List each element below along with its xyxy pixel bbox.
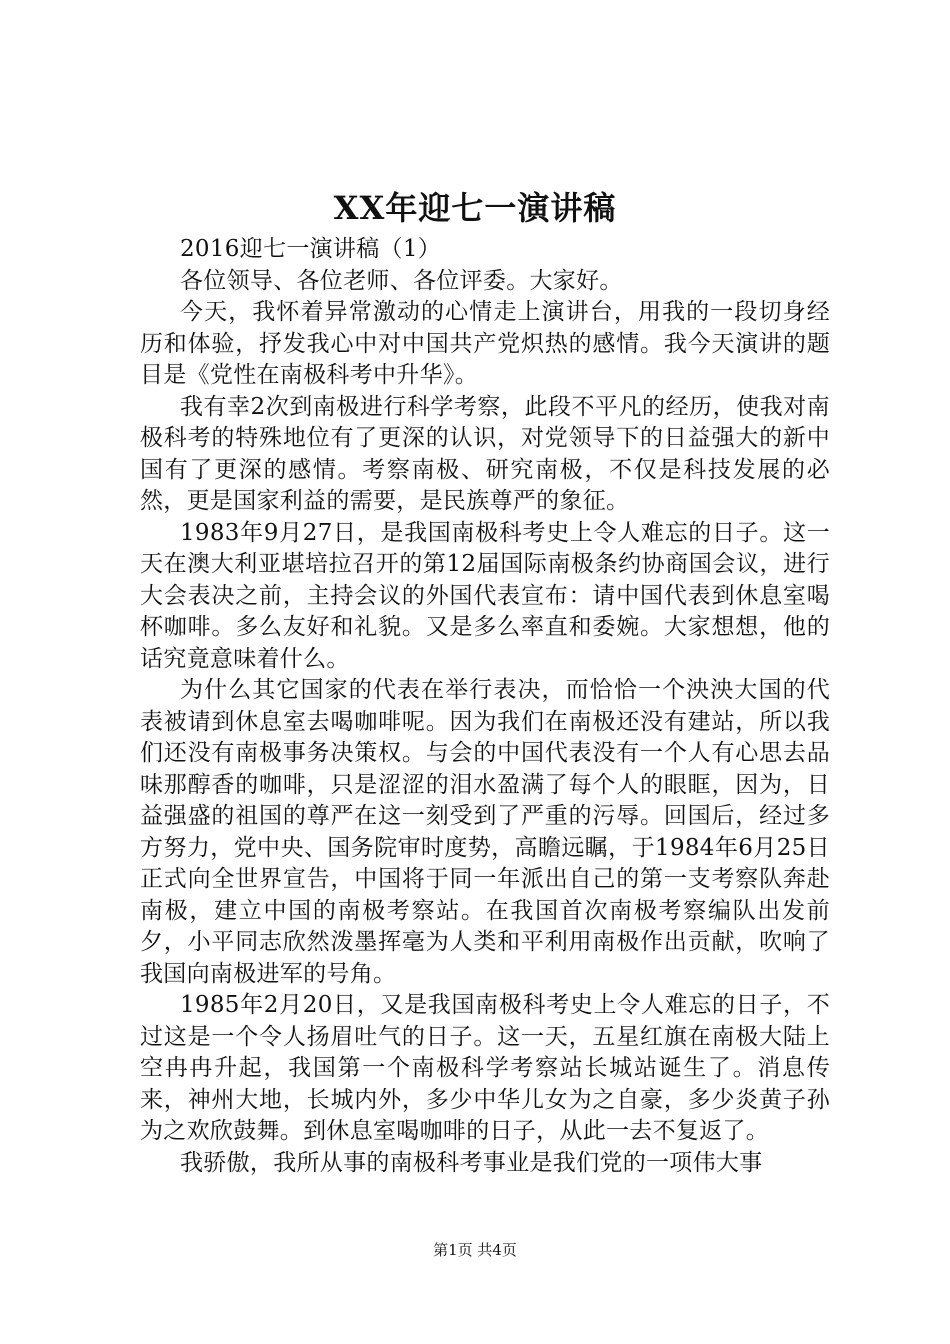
paragraph: 我有幸2次到南极进行科学考察，此段不平凡的经历，使我对南极科考的特殊地位有了更深的认识，对党领导下的日益强大的新中国有了更深的感情。考察南极、研究南极，不仅是科技发展的必然，更是国家利益的需要，是民族尊严的象征。 — [140, 393, 830, 514]
paragraph: 1985年2月20日，又是我国南极科考史上令人难忘的日子，不过这是一个令人扬眉吐气的日子。这一天，五星红旗在南极大陆上空冉冉升起，我国第一个南极科学考察站长城站诞生了。消息传来，神州大地，长城内外，多少中华儿女为之自豪，多少炎黄子孙为之欢欣鼓舞。到休息室喝咖啡的日子，从此一去不复返了。 — [140, 992, 830, 1144]
document-title: XX年迎七一演讲稿 — [333, 189, 617, 227]
paragraph: 为什么其它国家的代表在举行表决，而恰恰一个泱泱大国的代表被请到休息室去喝咖啡呢。因为我们在南极还没有建站，所以我们还没有南极事务决策权。与会的中国代表没有一个人有心思去品味那醇香的咖啡，只是涩涩的泪水盈满了每个人的眼眶，因为，日益强盛的祖国的尊严在这一刻受到了严重的污辱。回国后，经过多方努力，党中央、国务院审时度势，高瞻远瞩，于1984年6月25日正式向全世界宣告，中国将于同一年派出自己的第一支考察队奔赴南极，建立中国的南极考察站。在我国首次南极考察编队出发前夕，小平同志欣然泼墨挥毫为人类和平利用南极作出贡献，吹响了我国向南极进军的号角。 — [140, 677, 830, 987]
paragraph-greeting: 各位领导、各位老师、各位评委。大家好。 — [180, 267, 623, 294]
page-number: 第1页 共4页 — [433, 1241, 517, 1259]
paragraph: 我骄傲，我所从事的南极科考事业是我们党的一项伟大事 — [180, 1149, 763, 1176]
document-body — [140, 234, 830, 1179]
paragraph-heading: 2016迎七一演讲稿（1） — [180, 236, 442, 262]
paragraph: 今天，我怀着异常激动的心情走上演讲台，用我的一段切身经历和体验，抒发我心中对中国共产党炽热的感情。我今天演讲的题目是《党性在南极科考中升华》。 — [140, 299, 830, 388]
paragraph: 1983年9月27日，是我国南极科考史上令人难忘的日子。这一天在澳大利亚堪培拉召开的第12届国际南极条约协商国会议，进行大会表决之前，主持会议的外国代表宣布：请中国代表到休息室喝杯咖啡。多么友好和礼貌。又是多么率直和委婉。大家想想，他的话究竟意味着什么。 — [140, 519, 830, 672]
